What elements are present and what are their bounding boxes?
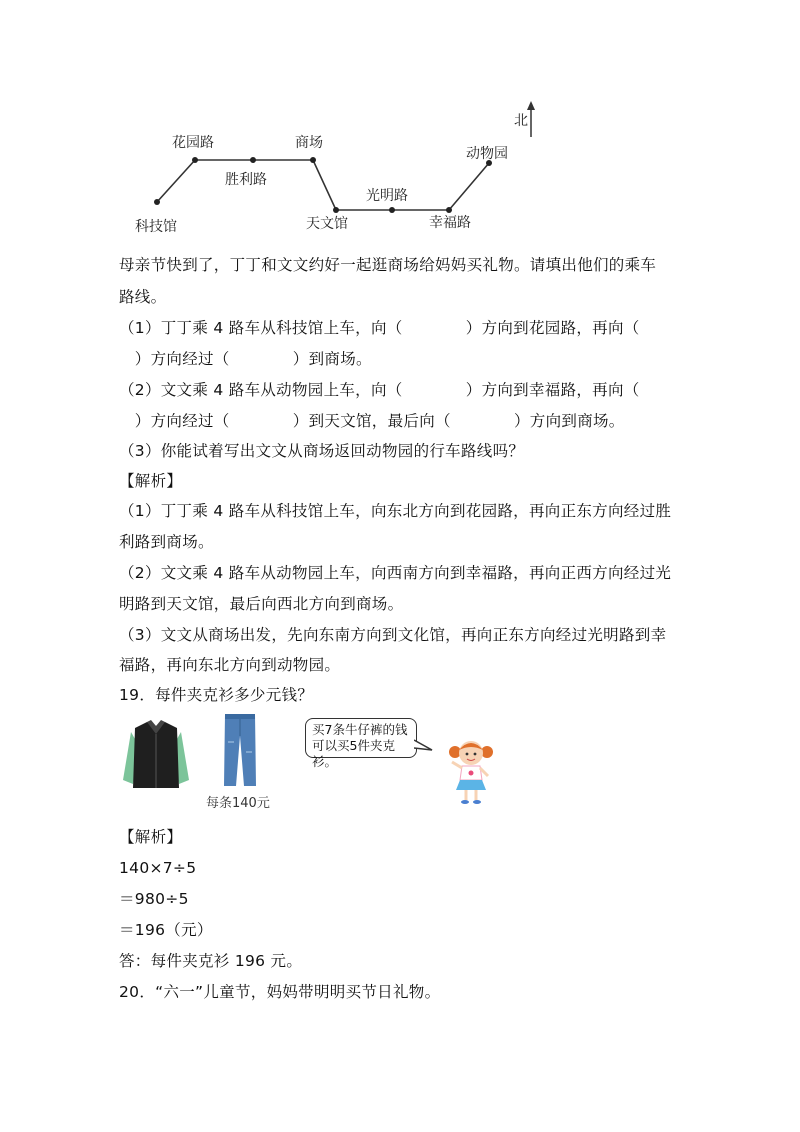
label-shengli-road: 胜利路 — [225, 172, 267, 188]
label-planetarium: 天文馆 — [306, 216, 348, 232]
calc-step-1: 140×7÷5 — [119, 859, 197, 877]
analysis-heading-2: 【解析】 — [119, 828, 183, 846]
jacket-image — [123, 718, 189, 790]
question-20: 20．“六一”儿童节，妈妈带明明买节日礼物。 — [119, 983, 441, 1001]
label-zoo: 动物园 — [466, 146, 508, 162]
stop-guangming-road — [389, 207, 395, 213]
speech-bubble — [305, 718, 417, 769]
answer-1-line-2: 利路到商场。 — [119, 533, 214, 551]
intro-line-2: 路线。 — [119, 288, 167, 306]
stop-shengli-road — [250, 157, 256, 163]
route-map — [0, 0, 800, 250]
question-19: 19．每件夹克衫多少元钱？ — [119, 686, 314, 704]
question-1-line-2: ）方向经过（ ）到商场。 — [119, 350, 372, 368]
calc-answer: 答：每件夹克衫 196 元。 — [119, 952, 303, 970]
jeans-image — [222, 712, 258, 788]
label-xingfu-road: 幸福路 — [429, 215, 471, 231]
analysis-heading: 【解析】 — [119, 472, 183, 490]
north-label: 北 — [514, 113, 528, 129]
stop-xingfu-road — [446, 207, 452, 213]
stop-garden-road — [192, 157, 198, 163]
bus-route-line — [157, 160, 489, 210]
answer-3-line-2: 福路，再向东北方向到动物园。 — [119, 656, 341, 674]
stop-science-museum — [154, 199, 160, 205]
question-2-line-1: （2）文文乘 4 路车从动物园上车，向（ ）方向到幸福路，再向（ — [119, 381, 640, 399]
jeans-price-caption: 每条140元 — [206, 796, 270, 811]
label-science-museum: 科技馆 — [135, 219, 177, 235]
answer-1-line-1: （1）丁丁乘 4 路车从科技馆上车，向东北方向到花园路，再向正东方向经过胜 — [119, 502, 672, 520]
question-1-line-1: （1）丁丁乘 4 路车从科技馆上车，向（ ）方向到花园路，再向（ — [119, 319, 640, 337]
calc-step-3: ＝196（元） — [119, 921, 213, 939]
bubble-tail — [414, 738, 434, 752]
question-2-line-2: ）方向经过（ ）到天文馆，最后向（ ）方向到商场。 — [119, 412, 625, 430]
question-3: （3）你能试着写出文文从商场返回动物园的行车路线吗？ — [119, 442, 525, 460]
label-mall: 商场 — [295, 135, 323, 151]
label-garden-road: 花园路 — [172, 135, 214, 151]
answer-2-line-2: 明路到天文馆，最后向西北方向到商场。 — [119, 595, 404, 613]
north-arrowhead-icon — [527, 101, 535, 110]
answer-3-line-1: （3）文文从商场出发，先向东南方向到文化馆，再向正东方向经过光明路到幸 — [119, 626, 667, 644]
girl-image — [446, 736, 496, 806]
label-guangming-road: 光明路 — [366, 188, 408, 204]
intro-line-1: 母亲节快到了，丁丁和文文约好一起逛商场给妈妈买礼物。请填出他们的乘车 — [119, 256, 657, 274]
stop-mall — [310, 157, 316, 163]
bubble-line-1: 买7条牛仔裤的钱 — [312, 722, 408, 737]
bubble-line-2: 可以买5件夹克衫。 — [312, 738, 395, 769]
calc-step-2: ＝980÷5 — [119, 890, 189, 908]
answer-2-line-1: （2）文文乘 4 路车从动物园上车，向西南方向到幸福路，再向正西方向经过光 — [119, 564, 672, 582]
stop-planetarium — [333, 207, 339, 213]
